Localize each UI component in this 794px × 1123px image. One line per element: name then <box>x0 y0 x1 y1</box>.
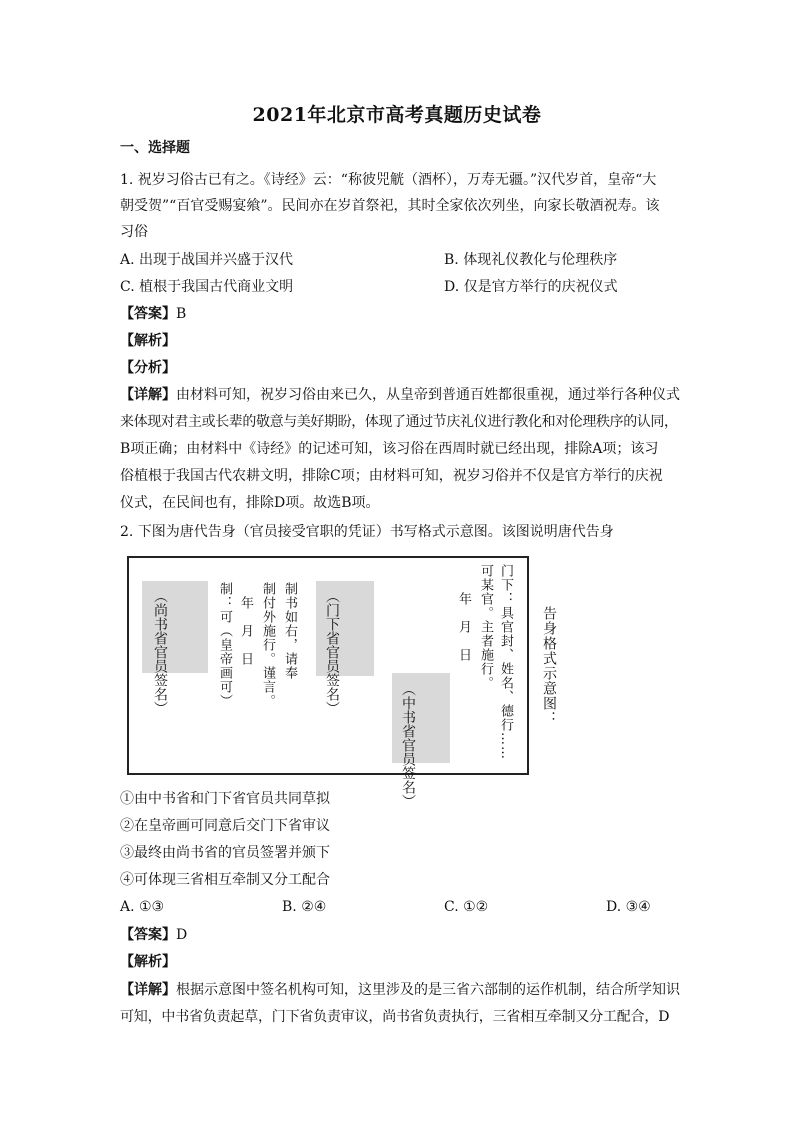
q1-stem-line-2: 朝受贺”“百官受赐宴飨”。民间亦在岁首祭祀，其时全家依次列坐，向家长敬酒祝寿。该 <box>120 198 660 214</box>
diagram-zhi-col-1: 制书如右，请奉 <box>282 582 297 680</box>
q1-option-c: C. 植根于我国古代商业文明 <box>120 279 294 295</box>
q1-option-a: A. 出现于战国并兴盛于汉代 <box>120 252 294 268</box>
q2-detail-line-2: 可知，中书省负责起草，门下省负责审议，尚书省负责执行，三省相互牵制又分工配合，D <box>120 1009 670 1025</box>
page-title: 2021年北京市高考真题历史试卷 <box>252 104 542 126</box>
q1-option-b: B. 体现礼仪教化与伦理秩序 <box>444 252 618 268</box>
q1-detail-line-1 <box>120 385 680 405</box>
q1-detail-label: 【详解】 <box>120 387 176 403</box>
q2-option-c: C. ①② <box>444 899 489 915</box>
q2-statement-2: ②在皇帝画可同意后交门下省审议 <box>120 818 330 834</box>
q1-detail-line-2: 来体现对君主或长辈的敬意与美好期盼，体现了通过节庆礼仪进行教化和对伦理秩序的认同， <box>120 414 678 430</box>
q1-answer-label: 【答案】 <box>120 306 176 322</box>
q2-detail-text-1: 根据示意图中签名机构可知，这里涉及的是三省六部制的运作机制，结合所学知识 <box>176 982 680 998</box>
q2-statement-3: ③最终由尚书省的官员签署并颁下 <box>120 845 330 861</box>
q1-detail-line-3: B项正确；由材料中《诗经》的记述可知，该习俗在西周时就已经出现，排除A项；该习 <box>120 441 659 457</box>
diagram-menxia-sign-text: （门下省官员签名） <box>324 589 340 715</box>
q2-detail-label: 【详解】 <box>120 982 176 998</box>
q2-statement-1: ①由中书省和门下省官员共同草拟 <box>120 791 330 807</box>
q1-analysis-label: 【解析】 <box>120 333 176 349</box>
q2-stem: 2. 下图为唐代告身（官员接受官职的凭证）书写格式示意图。该图说明唐代告身 <box>120 524 614 540</box>
q2-answer-label: 【答案】 <box>120 927 176 943</box>
q2-analysis-label: 【解析】 <box>120 954 176 970</box>
diagram-zhongshu-sign-text: （中书省官员签名） <box>400 682 416 808</box>
diagram-menxia-col-3: 年 月 日 <box>456 592 471 662</box>
section-heading: 一、选择题 <box>120 140 190 156</box>
q2-answer-value: D <box>176 927 188 943</box>
q2-option-b: B. ②④ <box>282 899 327 915</box>
q1-stem-line-1: 1. 祝岁习俗古已有之。《诗经》云：“称彼兕觥（酒杯），万寿无疆。”汉代岁首，皇帝“大 <box>120 172 657 188</box>
q1-detail-line-5: 仪式，在民间也有，排除D项。故选B项。 <box>120 495 380 511</box>
diagram-zhi-col-4: 制：可（皇帝画可） <box>217 582 232 708</box>
diagram-side-label: 告身格式示意图： <box>541 606 557 726</box>
diagram-zhi-col-2: 制付外施行。谨言。 <box>260 582 275 708</box>
q1-fenxi-label: 【分析】 <box>120 360 176 376</box>
diagram-zhi-col-3: 年 月 日 <box>238 596 253 666</box>
q1-detail-line-4: 俗植根于我国古代农耕文明，排除C项；由材料可知，祝岁习俗并不仅是官方举行的庆祝 <box>120 468 663 484</box>
diagram-shangshu-sign-text: （尚书省官员签名） <box>152 589 168 715</box>
q1-stem-line-3: 习俗 <box>120 224 148 240</box>
q2-option-a: A. ①③ <box>120 899 165 915</box>
diagram-menxia-col-1: 门下：具官封、姓名、德行…… <box>498 564 513 760</box>
q2-detail-line-1 <box>120 980 680 1000</box>
q2-statement-4: ④可体现三省相互牵制又分工配合 <box>120 872 330 888</box>
q2-option-d: D. ③④ <box>606 899 651 915</box>
diagram-menxia-col-2: 可某官。主者施行。 <box>478 564 493 690</box>
q2-answer <box>120 925 680 945</box>
q1-detail-text-1: 由材料可知，祝岁习俗由来已久，从皇帝到普通百姓都很重视，通过举行各种仪式 <box>176 387 680 403</box>
q1-answer <box>120 304 680 324</box>
q1-option-d: D. 仅是官方举行的庆祝仪式 <box>444 279 618 295</box>
q1-answer-value: B <box>176 306 187 322</box>
